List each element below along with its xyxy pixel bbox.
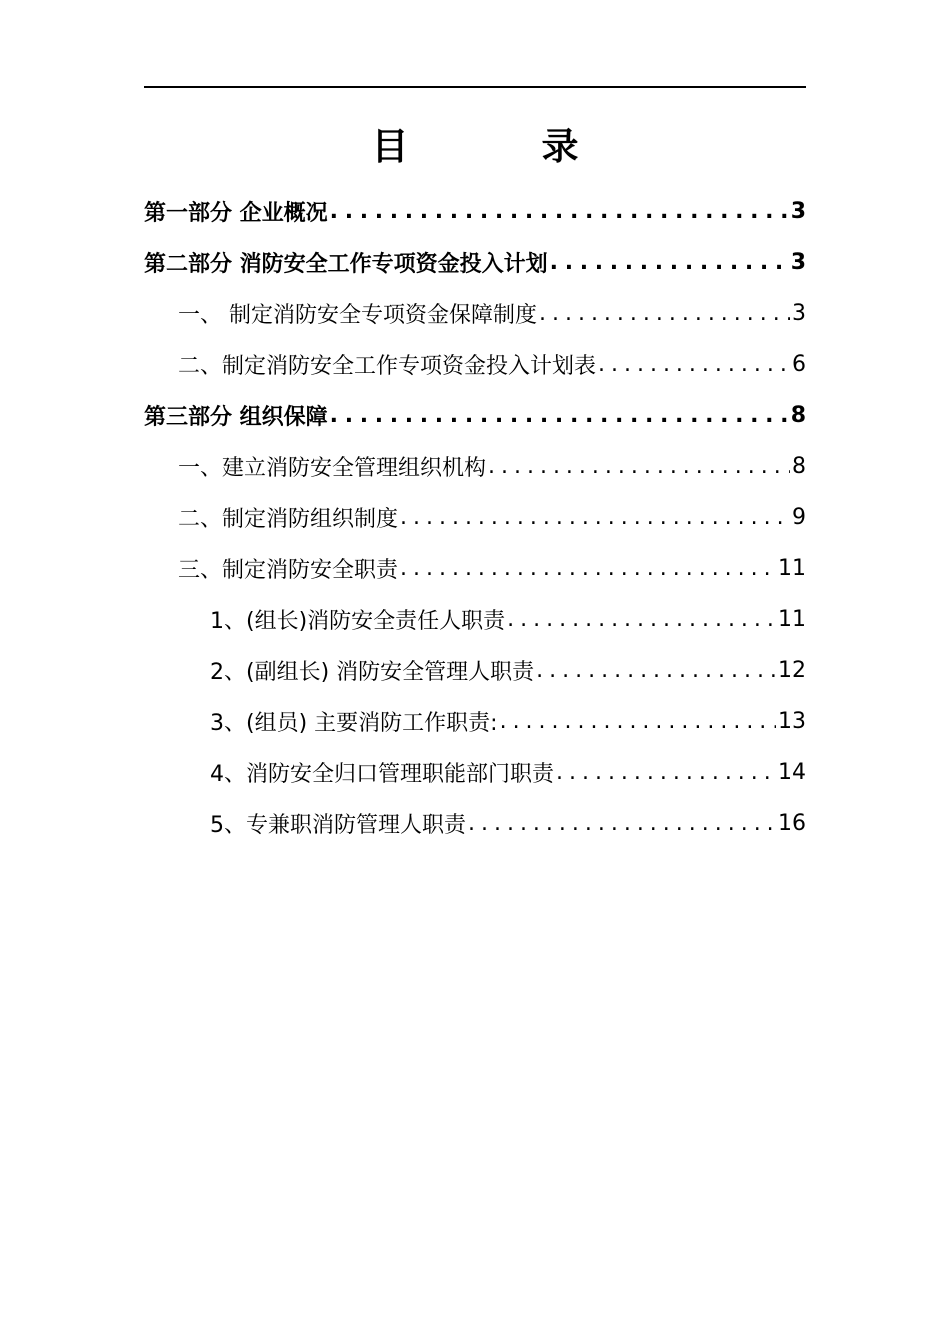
toc-entry-text: 二、制定消防组织制度 xyxy=(178,507,399,532)
toc-entry-text: 第三部分 组织保障 xyxy=(144,405,328,430)
toc-entry-text: 4、消防安全归口管理职能部门职责 xyxy=(210,762,554,787)
toc-page-number: 16 xyxy=(778,811,806,836)
toc-entry-text: 一、 制定消防安全专项资金保障制度 xyxy=(178,303,537,328)
toc-page-number: 11 xyxy=(778,607,806,632)
toc-dot-leader xyxy=(556,760,776,785)
toc-entry[interactable] xyxy=(144,339,806,390)
toc-page-number: 14 xyxy=(778,760,806,785)
toc-page-number: 13 xyxy=(778,709,806,734)
toc-entry[interactable] xyxy=(144,696,806,747)
toc-entry[interactable] xyxy=(144,543,806,594)
toc-dot-leader xyxy=(507,607,776,632)
toc-page-number: 3 xyxy=(790,199,806,224)
toc-page-number: 3 xyxy=(790,250,806,275)
toc-entry-text: 三、制定消防安全职责 xyxy=(178,558,399,583)
toc-dot-leader xyxy=(488,454,790,479)
toc-dot-leader xyxy=(598,352,790,377)
toc-entry-text: 第一部分 企业概况 xyxy=(144,201,328,226)
toc-dot-leader xyxy=(400,556,776,581)
header-rule xyxy=(144,86,806,88)
toc-dot-leader xyxy=(400,505,790,530)
toc-page-number: 9 xyxy=(792,505,806,530)
toc-entry-text: 1、(组长)消防安全责任人职责 xyxy=(210,609,506,634)
toc-entry[interactable] xyxy=(144,237,806,288)
toc-entry[interactable] xyxy=(144,288,806,339)
toc-entry[interactable] xyxy=(144,798,806,849)
toc-dot-leader xyxy=(550,250,789,275)
toc-dot-leader xyxy=(500,709,776,734)
toc-dot-leader xyxy=(539,301,790,326)
toc-page-number: 11 xyxy=(778,556,806,581)
toc-dot-leader xyxy=(468,811,776,836)
toc-entry-text: 3、(组员) 主要消防工作职责: xyxy=(210,711,498,736)
toc-page-number: 12 xyxy=(778,658,806,683)
toc-entry[interactable] xyxy=(144,441,806,492)
toc-dot-leader xyxy=(330,403,789,428)
toc-dot-leader xyxy=(536,658,776,683)
toc-entry[interactable] xyxy=(144,492,806,543)
toc-entry-text: 5、专兼职消防管理人职责 xyxy=(210,813,466,838)
toc-page-number: 8 xyxy=(792,454,806,479)
toc-dot-leader xyxy=(330,199,789,224)
toc-entry-text: 一、建立消防安全管理组织机构 xyxy=(178,456,487,481)
toc-entry[interactable] xyxy=(144,390,806,441)
toc-entry[interactable] xyxy=(144,594,806,645)
toc-entry[interactable] xyxy=(144,747,806,798)
toc-title: 目 录 xyxy=(371,125,627,168)
toc-page-number: 6 xyxy=(792,352,806,377)
toc-entry[interactable] xyxy=(144,186,806,237)
table-of-contents xyxy=(144,186,806,849)
toc-page-number: 8 xyxy=(790,403,806,428)
toc-entry-text: 第二部分 消防安全工作专项资金投入计划 xyxy=(144,252,548,277)
toc-page-number: 3 xyxy=(792,301,806,326)
toc-entry-text: 二、制定消防安全工作专项资金投入计划表 xyxy=(178,354,597,379)
toc-entry[interactable] xyxy=(144,645,806,696)
toc-entry-text: 2、(副组长) 消防安全管理人职责 xyxy=(210,660,535,685)
